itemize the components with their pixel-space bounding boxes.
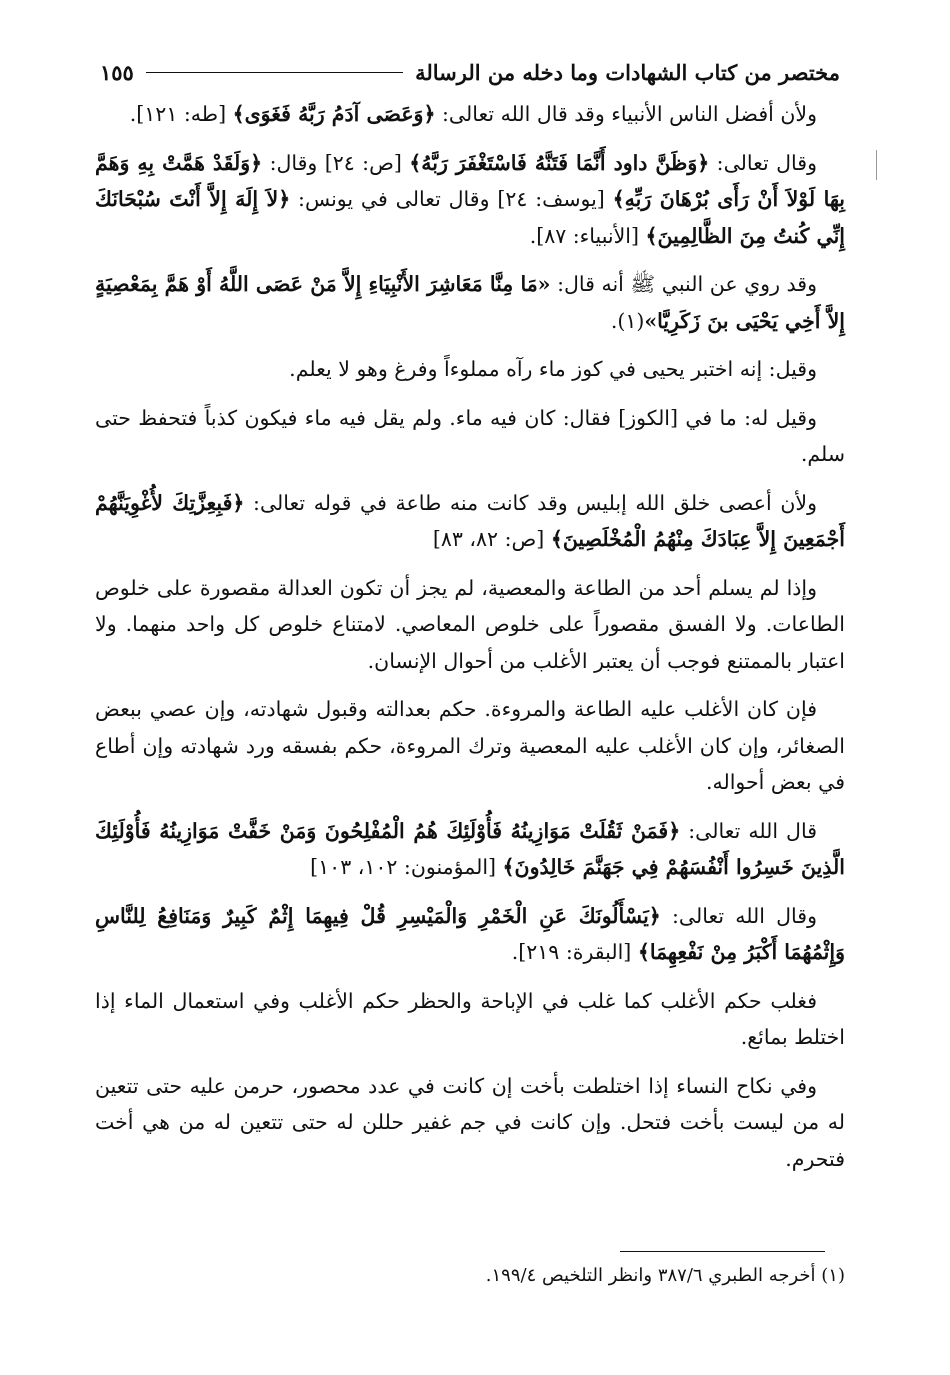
footnote: (١) أخرجه الطبري ٣٨٧/٦ وانظر التلخيص ١٩٩/٤.: [485, 1265, 845, 1286]
quran-quote: ﴿فَبِعِزَّتِكَ لأُغْوِيَنَّهُمْ أَجْمَعِينَ إِلاَّ عِبَادَكَ مِنْهُمُ الْمُخْلَصِينَ﴾: [95, 490, 845, 551]
paragraph-2: وقال تعالى: ﴿وَظَنَّ داود أَنَّمَا فَتَنَّهُ فَاسْتَغْفَرَ رَبَّهُ﴾ [ص: ٢٤] وقال: ﴿وَلَقَدْ هَمَّتْ بِهِ وَهَمَّ بِهَا لَوْلاَ أَنْ رَأَى بُرْهَانَ رَبِّهِ﴾ [يوسف: ٢٤] وقال تعالى في يونس: ﴿لاَ إِلَهَ إِلاَّ أَنْتَ سُبْحَانَكَ إِنِّي كُنتُ مِنَ الظَّالِمِينَ﴾ [الأنبياء: ٨٧].: [95, 150, 845, 248]
page-number: ١٥٥: [100, 59, 134, 85]
page-body: [95, 96, 845, 1189]
paragraph-5: وقيل له: ما في [الكوز] فقال: كان فيه ماء. ولم يقل فيه ماء فيكون كذباً فتحفظ حتى سلم.: [95, 405, 845, 466]
quran-quote: ﴿وَعَصَى آدَمُ رَبَّهُ فَغَوَى﴾: [232, 102, 436, 126]
footnote-divider: [620, 1251, 825, 1252]
running-header: [100, 56, 840, 88]
paragraph-9: قال الله تعالى: ﴿فَمَنْ ثَقُلَتْ مَوَازِينُهُ فَأُوْلَئِكَ هُمُ الْمُفْلِحُونَ وَمَنْ خَفَّتْ مَوَازِينُهُ فَأُوْلَئِكَ الَّذِينَ خَسِرُوا أَنْفُسَهُمْ فِي جَهَنَّمَ خَالِدُونَ﴾ [المؤمنون: ١٠٢، ١٠٣]: [95, 818, 845, 879]
header-rule: [146, 72, 403, 73]
paragraph-3: وقد روي عن النبي ﷺ أنه قال: «مَا مِنَّا مَعَاشِرَ الأَنْبِيَاءِ إِلاَّ مَنْ عَصَى اللَّهُ أَوْ هَمَّ بِمَعْصِيَةٍ إِلاَّ أَخِي يَحْيَى بنَ زَكَرِيَّا»(١).: [95, 272, 845, 333]
quran-quote: ﴿يَسْأَلُونَكَ عَنِ الْخَمْرِ وَالْمَيْسِرِ قُلْ فِيهِمَا إِثْمٌ كَبِيرٌ وَمَنَافِعُ لِلنَّاسِ وَإِثْمُهُمَا أَكْبَرُ مِنْ نَفْعِهِمَا﴾: [95, 903, 845, 964]
quran-quote: ﴿فَمَنْ ثَقُلَتْ مَوَازِينُهُ فَأُوْلَئِكَ هُمُ الْمُفْلِحُونَ وَمَنْ خَفَّتْ مَوَازِينُهُ فَأُوْلَئِكَ الَّذِينَ خَسِرُوا أَنْفُسَهُمْ فِي جَهَنَّمَ خَالِدُونَ﴾: [95, 818, 845, 879]
paragraph-12: وفي نكاح النساء إذا اختلطت بأخت إن كانت في عدد محصور، حرمن عليه حتى تتعين له من ليست بأخت فتحل. وإن كانت في جم غفير حللن له حتى تتعين له من هي أخت فتحرم.: [95, 1073, 845, 1171]
hadith-quote: «مَا مِنَّا مَعَاشِرَ الأَنْبِيَاءِ إِلاَّ مَنْ عَصَى اللَّهُ أَوْ هَمَّ بِمَعْصِيَةٍ إِلاَّ أَخِي يَحْيَى بنَ زَكَرِيَّا»: [95, 272, 845, 333]
paragraph-7: وإذا لم يسلم أحد من الطاعة والمعصية، لم يجز أن تكون العدالة مقصورة على خلوص الطاعات. ولا الفسق مقصوراً على خلوص المعاصي. لامتناع خلوص كل واحد منهما. ولا اعتبار بالممتنع فوجب أن يعتبر الأغلب من أحوال الإنسان.: [95, 575, 845, 673]
paragraph-10: وقال الله تعالى: ﴿يَسْأَلُونَكَ عَنِ الْخَمْرِ وَالْمَيْسِرِ قُلْ فِيهِمَا إِثْمٌ كَبِيرٌ وَمَنَافِعُ لِلنَّاسِ وَإِثْمُهُمَا أَكْبَرُ مِنْ نَفْعِهِمَا﴾ [البقرة: ٢١٩].: [95, 903, 845, 964]
paragraph-4: وقيل: إنه اختبر يحيى في كوز ماء رآه مملوءاً وفرغ وهو لا يعلم.: [289, 357, 817, 381]
paragraph-6: ولأن أعصى خلق الله إبليس وقد كانت منه طاعة في قوله تعالى: ﴿فَبِعِزَّتِكَ لأُغْوِيَنَّهُمْ أَجْمَعِينَ إِلاَّ عِبَادَكَ مِنْهُمُ الْمُخْلَصِينَ﴾ [ص: ٨٢، ٨٣]: [95, 490, 845, 551]
quran-quote: ﴿لاَ إِلَهَ إِلاَّ أَنْتَ سُبْحَانَكَ إِنِّي كُنتُ مِنَ الظَّالِمِينَ﴾: [95, 187, 845, 248]
paragraph-11: فغلب حكم الأغلب كما غلب في الإباحة والحظر حكم الأغلب وفي استعمال الماء إذا اختلط بمائع.: [95, 988, 845, 1049]
footnote-ref: (١).: [610, 308, 645, 333]
paragraph-1: ولأن أفضل الناس الأنبياء وقد قال الله تعالى: ﴿وَعَصَى آدَمُ رَبَّهُ فَغَوَى﴾ [طه: ١٢١].: [129, 102, 817, 126]
quran-quote: ﴿وَلَقَدْ هَمَّتْ بِهِ وَهَمَّ بِهَا لَوْلاَ أَنْ رَأَى بُرْهَانَ رَبِّهِ﴾: [95, 150, 845, 211]
header-title: مختصر من كتاب الشهادات وما دخله من الرسالة: [415, 59, 840, 85]
margin-mark: [876, 150, 877, 180]
paragraph-8: فإن كان الأغلب عليه الطاعة والمروءة. حكم بعدالته وقبول شهادته، وإن عصي ببعض الصغائر، وإن كان الأغلب عليه المعصية وترك المروءة، حكم بفسقه ورد شهادته وإن أطاع في بعض أحواله.: [95, 697, 845, 794]
quran-quote: ﴿وَظَنَّ داود أَنَّمَا فَتَنَّهُ فَاسْتَغْفَرَ رَبَّهُ﴾: [409, 150, 710, 175]
